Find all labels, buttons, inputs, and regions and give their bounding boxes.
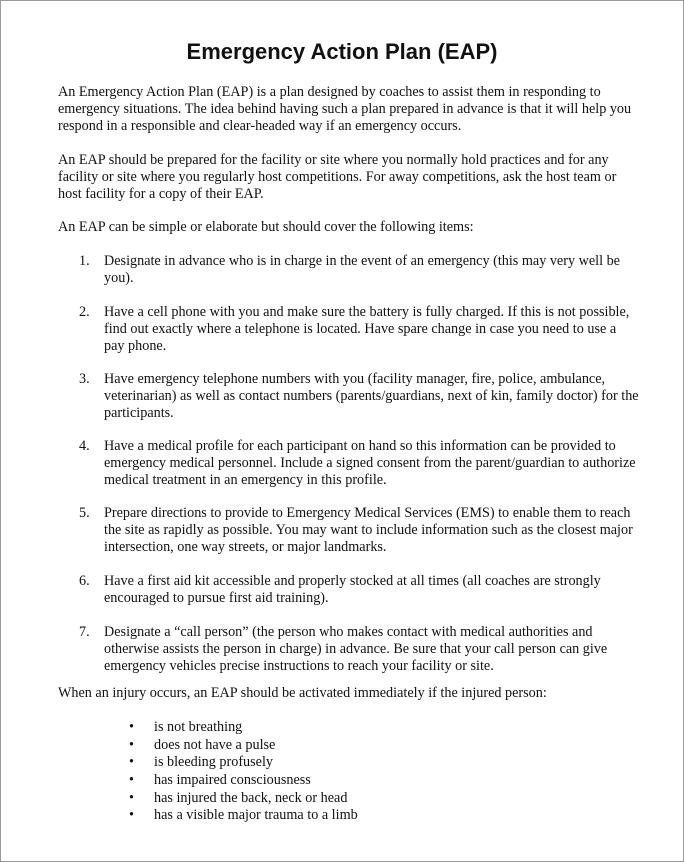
bullet-icon: • bbox=[129, 807, 134, 824]
items-intro-paragraph: An EAP can be simple or elaborate but should cover the following items: bbox=[58, 219, 474, 235]
list-item-number: 7. bbox=[79, 624, 90, 640]
list-item-text: Prepare directions to provide to Emergency Medical Services (EMS) to enable them to reach the site as rapidly as possible. You may want to include information such as the closest major intersection, one way streets, or major landmarks. bbox=[104, 505, 633, 556]
bullet-text: does not have a pulse bbox=[154, 736, 276, 753]
list-item-text: Have emergency telephone numbers with you (facility manager, fire, police, ambulance, veterinarian) as well as contact numbers (parents/guardians, next of kin, family doctor) for the participants. bbox=[104, 371, 639, 422]
list-item-number: 1. bbox=[79, 253, 90, 269]
list-item-number: 6. bbox=[79, 573, 90, 589]
list-item-number: 3. bbox=[79, 371, 90, 387]
list-item-number: 2. bbox=[79, 304, 90, 320]
bullet-icon: • bbox=[129, 736, 134, 753]
bullet-icon: • bbox=[129, 772, 134, 789]
bullet-icon: • bbox=[129, 719, 134, 735]
list-item-text: Have a first aid kit accessible and properly stocked at all times (all coaches are strongly encouraged to pursue first aid training). bbox=[104, 573, 601, 607]
facility-paragraph: An EAP should be prepared for the facility or site where you normally hold practices and for any facility or site where you regularly host competitions. For away competitions, ask the host team or host facility for a copy of their EAP. bbox=[58, 152, 617, 203]
list-item-number: 5. bbox=[79, 505, 90, 521]
bullet-text: is not breathing bbox=[154, 719, 243, 735]
list-item-text: Designate in advance who is in charge in the event of an emergency (this may very well be you). bbox=[104, 253, 620, 287]
bullet-icon: • bbox=[129, 754, 134, 771]
bullet-item bbox=[129, 790, 529, 808]
bullet-text: has impaired consciousness bbox=[154, 772, 311, 789]
injury-intro: When an injury occurs, an EAP should be activated immediately if the injured person: bbox=[58, 685, 547, 701]
bullet-item bbox=[129, 754, 529, 772]
bullet-text: has injured the back, neck or head bbox=[154, 789, 348, 806]
bullet-text: is bleeding profusely bbox=[154, 754, 273, 771]
bullet-item bbox=[129, 719, 529, 737]
bullet-icon: • bbox=[129, 789, 134, 806]
list-item-number: 4. bbox=[79, 438, 90, 454]
bullet-item bbox=[129, 737, 529, 755]
bullet-text: has a visible major trauma to a limb bbox=[154, 807, 358, 824]
intro-paragraph: An Emergency Action Plan (EAP) is a plan designed by coaches to assist them in responding to emergency situations. The idea behind having such a plan prepared in advance is that it will help you respond in a responsible and clear-headed way if an emergency occurs. bbox=[58, 84, 632, 135]
symptom-list bbox=[129, 719, 529, 825]
page-title: Emergency Action Plan (EAP) bbox=[186, 39, 498, 64]
list-item-text: Have a medical profile for each participant on hand so this information can be provided to emergency medical personnel. Include a signed consent from the parent/guardian to authorize medical treatment in an emergency in this profile. bbox=[104, 438, 636, 489]
list-item-text: Have a cell phone with you and make sure the battery is fully charged. If this is not possible, find out exactly where a telephone is located. Have spare change in case you need to use a pay phone. bbox=[104, 304, 630, 355]
bullet-item bbox=[129, 772, 529, 790]
list-item-text: Designate a “call person” (the person who makes contact with medical authorities and otherwise assists the person in charge) in advance. Be sure that your call person can give emergency vehicles precise instructions to reach your facility or site. bbox=[104, 624, 608, 675]
bullet-item bbox=[129, 807, 529, 825]
